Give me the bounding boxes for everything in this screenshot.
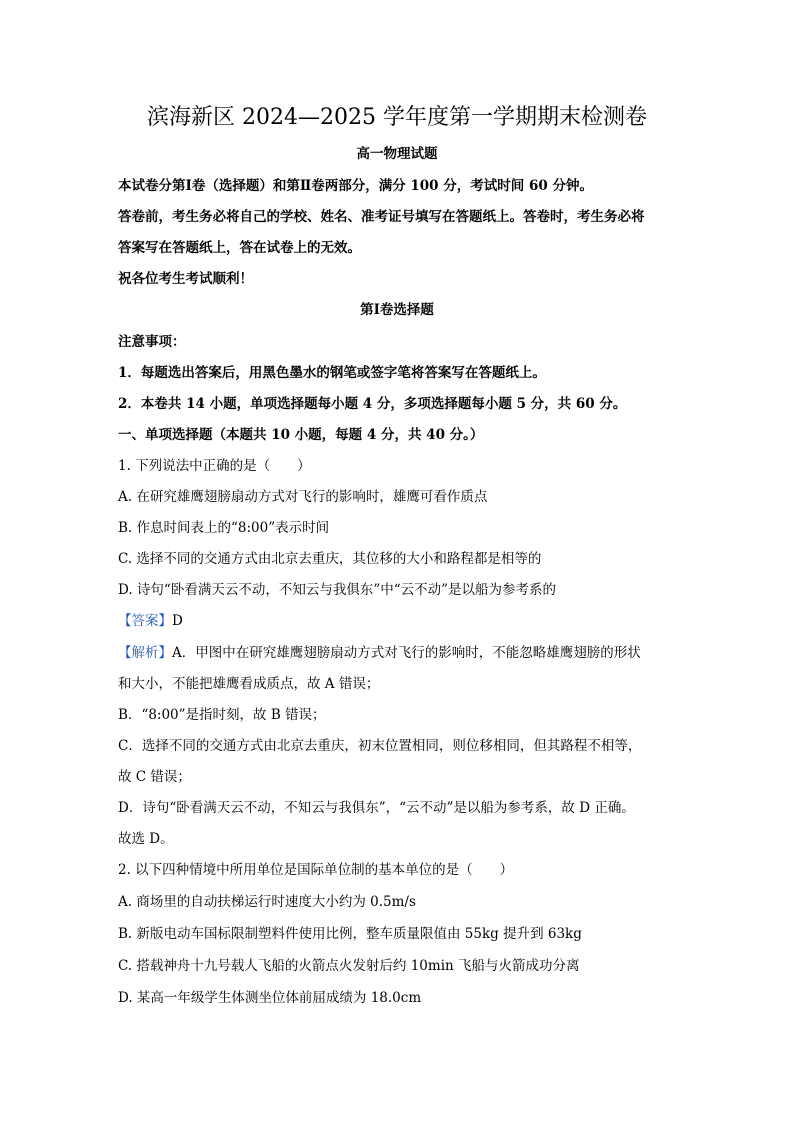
notice-2: 2．本卷共 14 小题，单项选择题每小题 4 分，多项选择题每小题 5 分，共 60 分。 (118, 396, 627, 412)
part-heading: 一、单项选择题（本题共 10 小题，每题 4 分，共 40 分。） (118, 427, 484, 443)
q1-option-a: A. 在研究雄鹰翅膀扇动方式对飞行的影响时，雄鹰可看作质点 (118, 489, 488, 505)
q1-option-b: B. 作息时间表上的“8:00”表示时间 (118, 520, 330, 536)
q1-answer-line (118, 612, 754, 630)
section-title: 第Ⅰ卷选择题 (360, 302, 434, 318)
intro-line-1: 本试卷分第Ⅰ卷（选择题）和第Ⅱ卷两部分，满分 100 分，考试时间 60 分钟。 (118, 178, 593, 194)
q1-stem: 1. 下列说法中正确的是（ ） (118, 458, 311, 474)
q1-option-d: D. 诗句“卧看满天云不动，不知云与我俱东”中“云不动”是以船为参考系的 (118, 582, 557, 598)
intro-line-2: 答卷前，考生务必将自己的学校、姓名、准考证号填写在答题纸上。答卷时，考生务必将 (118, 209, 645, 225)
q2-option-c: C. 搭载神舟十九号载人飞船的火箭点火发射后约 10min 飞船与火箭成功分离 (118, 958, 580, 974)
intro-line-4: 祝各位考生考试顺利！ (118, 271, 253, 287)
q1-analysis-line-4: C．选择不同的交通方式由北京去重庆，初末位置相同，则位移相同，但其路程不相等， (118, 738, 642, 754)
q1-analysis-line-1 (118, 644, 754, 662)
notice-1: 1．每题选出答案后，用黑色墨水的钢笔或签字笔将答案写在答题纸上。 (118, 365, 546, 381)
q1-analysis-line-5: 故 C 错误； (118, 769, 191, 785)
q1-analysis-line-6: D．诗句“卧看满天云不动，不知云与我俱东”，“云不动”是以船为参考系，故 D 正确。 (118, 800, 635, 816)
q2-option-d: D. 某高一年级学生体测坐位体前屈成绩为 18.0cm (118, 990, 422, 1006)
q1-analysis-line-3: B．“8:00”是指时刻，故 B 错误； (118, 707, 326, 723)
analysis-tag: 【解析】 (118, 645, 172, 661)
notice-heading: 注意事项： (118, 334, 186, 350)
q2-option-a: A. 商场里的自动扶梯运行时速度大小约为 0.5m/s (118, 894, 416, 910)
q2-option-b: B. 新版电动车国标限制塑料件使用比例，整车质量限值由 55kg 提升到 63kg (118, 926, 582, 942)
analysis-text-1: A．甲图中在研究雄鹰翅膀扇动方式对飞行的影响时，不能忽略雄鹰翅膀的形状 (172, 645, 641, 661)
intro-line-3: 答案写在答题纸上，答在试卷上的无效。 (118, 240, 361, 256)
exam-subtitle: 高一物理试题 (356, 146, 438, 162)
q1-analysis-line-2: 和大小，不能把雄鹰看成质点，故 A 错误； (118, 676, 380, 692)
answer-tag: 【答案】 (118, 613, 172, 629)
answer-value: D (172, 613, 183, 629)
q2-stem: 2. 以下四种情境中所用单位是国际单位制的基本单位的是（ ） (118, 862, 514, 878)
exam-title: 滨海新区 2024—2025 学年度第一学期期末检测卷 (147, 105, 647, 130)
q1-analysis-line-7: 故选 D。 (118, 831, 174, 847)
q1-option-c: C. 选择不同的交通方式由北京去重庆，其位移的大小和路程都是相等的 (118, 551, 542, 567)
